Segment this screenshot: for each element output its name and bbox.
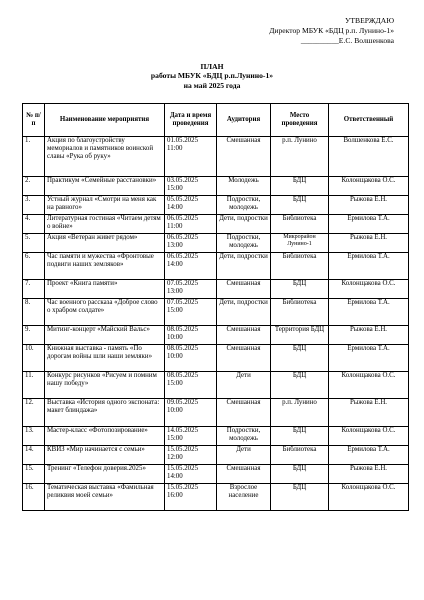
- row-name: Акция по благоустройству мемориалов и памятников воинской славы «Рука об руку»: [45, 137, 165, 177]
- row-date: 07.05.2025 15:00: [165, 299, 217, 326]
- row-responsible: Ермилова Т.А.: [329, 253, 409, 280]
- row-responsible: Рыжова Е.Н.: [329, 399, 409, 427]
- row-name: Практикум «Семейные расстановки»: [45, 177, 165, 196]
- row-audience: Дети: [217, 372, 271, 399]
- row-place: Библиотека: [271, 299, 329, 326]
- approval-signature: __________Е.С. Волшенкова: [300, 36, 394, 46]
- table-row: [23, 280, 409, 299]
- row-date: 06.05.2025 11:00: [165, 215, 217, 234]
- table-row: [23, 234, 409, 253]
- row-responsible: Ермилова Т.А.: [329, 446, 409, 465]
- row-date: 06.05.2025 14:00: [165, 253, 217, 280]
- table-row: [23, 177, 409, 196]
- row-num: 13.: [23, 427, 45, 446]
- approval-director: Директор МБУК «БДЦ р.п. Лунино-1»: [269, 26, 394, 36]
- plan-table: [22, 103, 409, 511]
- row-responsible: Ермилова Т.А.: [329, 345, 409, 372]
- table-row: [23, 345, 409, 372]
- header-responsible: Ответственный: [329, 104, 409, 137]
- row-responsible: Рыжова Е.Н.: [329, 196, 409, 215]
- row-audience: Смешанная: [217, 137, 271, 177]
- row-place: БДЦ: [271, 196, 329, 215]
- row-audience: Подростки, молодежь: [217, 196, 271, 215]
- row-name: Конкурс рисунков «Рисуем и помним нашу победу»: [45, 372, 165, 399]
- table-row: [23, 427, 409, 446]
- table-row: [23, 399, 409, 427]
- row-audience: Смешанная: [217, 399, 271, 427]
- row-audience: Дети, подростки: [217, 215, 271, 234]
- row-place: Библиотека: [271, 446, 329, 465]
- row-place: Библиотека: [271, 215, 329, 234]
- row-place: Территория БДЦ: [271, 326, 329, 345]
- row-audience: Дети, подростки: [217, 299, 271, 326]
- table-header-row: [23, 104, 409, 137]
- document-title: [0, 62, 424, 90]
- row-num: 14.: [23, 446, 45, 465]
- row-place: БДЦ: [271, 484, 329, 511]
- row-responsible: Волшенкова Е.С.: [329, 137, 409, 177]
- row-responsible: Колонщакова О.С.: [329, 177, 409, 196]
- title-org: работы МБУК «БДЦ р.п.Лунино-1»: [150, 71, 274, 81]
- row-date: 15.05.2025 12:00: [165, 446, 217, 465]
- row-date: 05.05.2025 14:00: [165, 196, 217, 215]
- header-name: Наименование мероприятия: [45, 104, 165, 137]
- header-place: Место проведения: [271, 104, 329, 137]
- row-responsible: Рыжова Е.Н.: [329, 326, 409, 345]
- row-name: Тематическая выставка «Фамильная реликвия моей семьи»: [45, 484, 165, 511]
- row-audience: Взрослое население: [217, 484, 271, 511]
- row-date: 09.05.2025 10:00: [165, 399, 217, 427]
- table-row: [23, 299, 409, 326]
- row-place: БДЦ: [271, 177, 329, 196]
- row-responsible: Колонщакова О.С.: [329, 372, 409, 399]
- row-name: Выставка «История одного экспоната: макет блиндажа»: [45, 399, 165, 427]
- row-name: Митинг-концерт «Майский Вальс»: [45, 326, 165, 345]
- row-place: р.п. Лунино: [271, 399, 329, 427]
- row-date: 15.05.2025 16:00: [165, 484, 217, 511]
- row-audience: Смешанная: [217, 280, 271, 299]
- header-audience: Аудитория: [217, 104, 271, 137]
- title-period: на май 2025 года: [183, 80, 241, 90]
- table-row: [23, 196, 409, 215]
- row-num: 11.: [23, 372, 45, 399]
- table-row: [23, 215, 409, 234]
- header-date: Дата и время проведения: [165, 104, 217, 137]
- row-num: 3.: [23, 196, 45, 215]
- row-responsible: Рыжова Е.Н.: [329, 234, 409, 253]
- row-date: 08.05.2025 10:00: [165, 326, 217, 345]
- row-responsible: Колонщакова О.С.: [329, 484, 409, 511]
- row-name: КВИЗ «Мир начинается с семьи»: [45, 446, 165, 465]
- row-audience: Смешанная: [217, 326, 271, 345]
- header-num: № п/п: [23, 104, 45, 137]
- approval-block: [269, 16, 394, 47]
- row-audience: Подростки, молодежь: [217, 427, 271, 446]
- table-row: [23, 253, 409, 280]
- row-place: Микрорайон Лунино-1: [271, 234, 329, 253]
- row-audience: Дети, подростки: [217, 253, 271, 280]
- row-name: Устный журнал «Смотри на меня как на равного»: [45, 196, 165, 215]
- approval-title: УТВЕРЖДАЮ: [345, 16, 394, 25]
- row-num: 8.: [23, 299, 45, 326]
- row-place: БДЦ: [271, 427, 329, 446]
- title-plan: ПЛАН: [200, 62, 224, 71]
- row-num: 1.: [23, 137, 45, 177]
- row-place: БДЦ: [271, 345, 329, 372]
- row-date: 15.05.2025 14:00: [165, 465, 217, 484]
- row-responsible: Рыжова Е.Н.: [329, 465, 409, 484]
- row-date: 01.05.2025 11:00: [165, 137, 217, 177]
- row-num: 6.: [23, 253, 45, 280]
- row-place: Библиотека: [271, 253, 329, 280]
- row-date: 14.05.2025 15:00: [165, 427, 217, 446]
- row-place: р.п. Лунино: [271, 137, 329, 177]
- row-num: 10.: [23, 345, 45, 372]
- row-num: 15.: [23, 465, 45, 484]
- row-audience: Молодежь: [217, 177, 271, 196]
- row-name: Час памяти и мужества «Фронтовые подвиги наших земляков»: [45, 253, 165, 280]
- row-date: 08.05.2025 10:00: [165, 345, 217, 372]
- row-date: 08.05.2025 15:00: [165, 372, 217, 399]
- row-date: 06.05.2025 13:00: [165, 234, 217, 253]
- table-row: [23, 484, 409, 511]
- row-responsible: Колонщакова О.С.: [329, 280, 409, 299]
- row-name: Час военного рассказа «Доброе слово о храбром солдате»: [45, 299, 165, 326]
- table-row: [23, 372, 409, 399]
- row-name: Акция «Ветеран живет рядом»: [45, 234, 165, 253]
- table-row: [23, 137, 409, 177]
- row-name: Тренинг «Телефон доверия.2025»: [45, 465, 165, 484]
- row-place: БДЦ: [271, 280, 329, 299]
- row-name: Мастер-класс «Фотопозирование»: [45, 427, 165, 446]
- row-place: БДЦ: [271, 372, 329, 399]
- row-num: 5.: [23, 234, 45, 253]
- row-name: Проект «Книга памяти»: [45, 280, 165, 299]
- row-audience: Дети: [217, 446, 271, 465]
- row-date: 03.05.2025 15:00: [165, 177, 217, 196]
- table-row: [23, 326, 409, 345]
- table-row: [23, 465, 409, 484]
- row-audience: Смешанная: [217, 465, 271, 484]
- table-row: [23, 446, 409, 465]
- row-responsible: Колонщакова О.С.: [329, 427, 409, 446]
- row-num: 2.: [23, 177, 45, 196]
- row-num: 4.: [23, 215, 45, 234]
- row-audience: Смешанная: [217, 345, 271, 372]
- row-num: 9.: [23, 326, 45, 345]
- row-audience: Подростки, молодежь: [217, 234, 271, 253]
- row-name: Литературная гостиная «Читаем детям о войне»: [45, 215, 165, 234]
- row-num: 12.: [23, 399, 45, 427]
- row-responsible: Ермилова Т.А.: [329, 215, 409, 234]
- row-num: 16.: [23, 484, 45, 511]
- row-name: Книжная выставка - память «По дорогам войны шли наши земляки»: [45, 345, 165, 372]
- row-place: БДЦ: [271, 465, 329, 484]
- row-responsible: Ермилова Т.А.: [329, 299, 409, 326]
- row-date: 07.05.2025 13:00: [165, 280, 217, 299]
- row-num: 7.: [23, 280, 45, 299]
